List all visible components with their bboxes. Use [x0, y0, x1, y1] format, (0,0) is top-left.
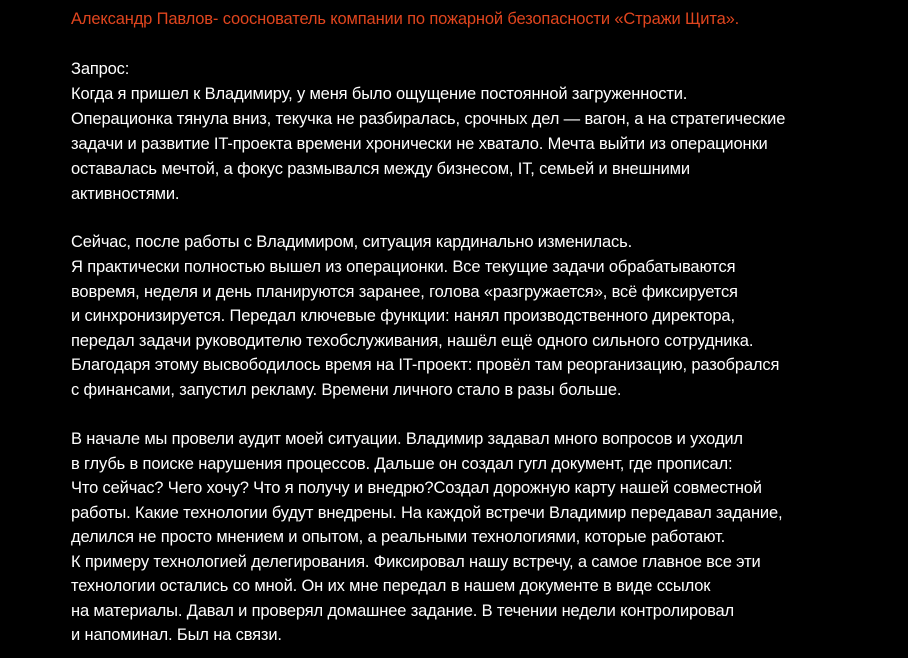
- paragraph-line: работы. Какие технологии будут внедрены. На каждой встречи Владимир передавал задание,: [71, 504, 783, 522]
- paragraph-line: на материалы. Давал и проверял домашнее задание. В течении недели контролировал: [71, 602, 735, 620]
- author-heading: Александр Павлов- сооснователь компании по пожарной безопасности «Стражи Щита».: [71, 10, 740, 28]
- paragraph-line: вовремя, неделя и день планируются заранее, голова «разгружается», всё фиксируется: [71, 283, 738, 301]
- paragraph-line: и напоминал. Был на связи.: [71, 626, 282, 644]
- paragraph-line: Благодаря этому высвободилось время на IT-проект: провёл там реорганизацию, разобрался: [71, 356, 780, 374]
- paragraph-line: передал задачи руководителю техобслуживания, нашёл ещё одного сильного сотрудника.: [71, 332, 754, 350]
- paragraph-line: К примеру технологией делегирования. Фиксировал нашу встречу, а самое главное все эти: [71, 553, 761, 571]
- paragraph-line: делился не просто мнением и опытом, а реальными технологиями, которые работают.: [71, 528, 726, 546]
- paragraph-line: технологии остались со мной. Он их мне передал в нашем документе в виде ссылок: [71, 577, 711, 595]
- paragraph-line: В начале мы провели аудит моей ситуации. Владимир задавал много вопросов и уходил: [71, 430, 743, 448]
- paragraph-line: оставалась мечтой, а фокус размывался между бизнесом, IT, семьей и внешними: [71, 160, 690, 178]
- paragraph-line: Сейчас, после работы с Владимиром, ситуация кардинально изменилась.: [71, 233, 633, 251]
- paragraph-line: Когда я пришел к Владимиру, у меня было ощущение постоянной загруженности.: [71, 85, 688, 103]
- paragraph-line: Запрос:: [71, 60, 130, 78]
- paragraph-line: и синхронизируется. Передал ключевые функции: нанял производственного директора,: [71, 307, 735, 325]
- paragraph-line: Я практически полностью вышел из операционки. Все текущие задачи обрабатываются: [71, 258, 736, 276]
- paragraph-line: задачи и развитие IT-проекта времени хронически не хватало. Мечта выйти из операционки: [71, 135, 768, 153]
- paragraph-line: Операционка тянула вниз, текучка не разбиралась, срочных дел — вагон, а на стратегические: [71, 110, 786, 128]
- paragraph-line: с финансами, запустил рекламу. Времени личного стало в разы больше.: [71, 381, 622, 399]
- paragraph-line: в глубь в поиске нарушения процессов. Дальше он создал гугл документ, где прописал:: [71, 455, 733, 473]
- paragraph-line: активностями.: [71, 185, 180, 203]
- paragraph-line: Что сейчас? Чего хочу? Что я получу и внедрю?Создал дорожную карту нашей совместной: [71, 479, 762, 497]
